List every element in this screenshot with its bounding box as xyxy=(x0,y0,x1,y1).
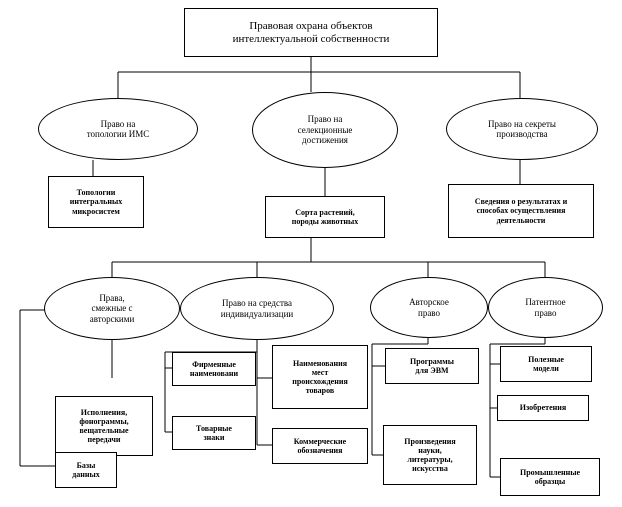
box-utility-models-line1: Полезные xyxy=(528,354,564,364)
box-topologies-line1: Топологии xyxy=(76,188,116,198)
node-topology-law xyxy=(38,98,198,160)
node-patent-law-line2: право xyxy=(534,307,557,318)
box-firm-names-line2: наименовани xyxy=(189,369,239,378)
box-works-line1: Произведения xyxy=(404,436,456,446)
box-commercial-designations-line2: обозначения xyxy=(297,446,343,455)
box-performances xyxy=(55,396,153,456)
box-appellations-of-origin xyxy=(272,345,368,409)
box-appellations-of-origin-line4: товаров xyxy=(305,386,335,396)
diagram-title-line2: интеллектуальной собственности xyxy=(232,32,390,45)
node-trade-secrets-law-line1: Право на секреты xyxy=(488,118,556,129)
box-know-how-line1: Сведения о результатах и xyxy=(474,197,568,207)
diagram-title-line1: Правовая охрана объектов xyxy=(249,19,373,32)
node-neighboring-rights xyxy=(44,277,180,340)
box-works xyxy=(383,425,477,485)
node-individualization-law-line2: индивидуализации xyxy=(220,308,294,319)
box-trademarks-line1: Товарные xyxy=(196,423,232,433)
box-databases xyxy=(55,452,117,488)
node-trade-secrets-law xyxy=(446,98,598,160)
node-copyright-law-line1: Авторское xyxy=(409,297,449,308)
box-computer-programs-line2: для ЭВМ xyxy=(415,366,449,375)
box-plant-animal-line1: Сорта растений, xyxy=(295,207,355,217)
box-industrial-designs-line2: образцы xyxy=(534,477,566,486)
box-computer-programs-line1: Программы xyxy=(410,356,454,366)
box-topologies xyxy=(48,176,144,228)
box-commercial-designations xyxy=(272,428,368,464)
box-know-how-line2: способах осуществления xyxy=(476,206,566,216)
node-copyright-law xyxy=(370,277,488,338)
node-neighboring-rights-line1: Права, xyxy=(99,292,125,303)
box-works-line3: литературы, xyxy=(407,455,453,464)
node-individualization-law xyxy=(180,277,334,340)
box-utility-models xyxy=(500,346,592,382)
box-performances-line4: передачи xyxy=(87,435,121,445)
node-selection-law-line1: Право на xyxy=(307,114,343,125)
node-patent-law xyxy=(488,277,603,338)
box-industrial-designs xyxy=(500,458,600,496)
box-firm-names xyxy=(172,352,256,386)
node-topology-law-line1: Право на xyxy=(100,118,136,129)
box-appellations-of-origin-line2: мест xyxy=(311,367,329,377)
box-computer-programs xyxy=(385,348,479,384)
box-firm-names-line1: Фирменные xyxy=(192,359,236,369)
node-selection-law xyxy=(252,92,398,168)
node-trade-secrets-law-line2: производства xyxy=(496,129,548,139)
box-know-how xyxy=(448,184,594,238)
node-topology-law-line2: топологии ИМС xyxy=(86,129,150,139)
box-inventions xyxy=(497,395,589,421)
box-topologies-line2: интегральных xyxy=(69,197,123,207)
node-selection-law-line2: селекционные xyxy=(297,124,353,135)
box-databases-line1: Базы xyxy=(76,460,96,470)
box-appellations-of-origin-line1: Наименования xyxy=(292,358,348,368)
box-works-line4: искусства xyxy=(412,464,448,474)
node-neighboring-rights-line3: авторскими xyxy=(89,313,135,324)
box-appellations-of-origin-line3: происхождения xyxy=(292,377,348,386)
box-performances-line3: вещательные xyxy=(79,426,129,435)
node-copyright-law-line2: право xyxy=(418,307,440,318)
box-works-line2: науки, xyxy=(418,445,442,455)
node-selection-law-line3: достижения xyxy=(302,135,348,146)
box-know-how-line3: деятельности xyxy=(496,215,546,225)
box-plant-animal-line2: породы животных xyxy=(291,217,359,226)
node-individualization-law-line1: Право на средства xyxy=(222,298,292,309)
box-plant-animal xyxy=(265,196,385,238)
box-performances-line2: фонограммы, xyxy=(79,416,129,426)
box-databases-line2: данных xyxy=(72,470,100,479)
box-industrial-designs-line1: Промышленные xyxy=(519,467,581,477)
node-patent-law-line1: Патентное xyxy=(525,297,566,308)
diagram-title xyxy=(184,8,438,57)
node-neighboring-rights-line2: смежные с xyxy=(91,303,133,314)
box-inventions-line1: Изобретения xyxy=(519,403,567,413)
box-trademarks xyxy=(172,416,256,450)
box-topologies-line3: микросистем xyxy=(72,206,120,216)
box-trademarks-line2: знаки xyxy=(203,433,225,442)
box-performances-line1: Исполнения, xyxy=(80,407,128,417)
box-utility-models-line2: модели xyxy=(533,364,559,373)
box-commercial-designations-line1: Коммерческие xyxy=(293,436,347,446)
